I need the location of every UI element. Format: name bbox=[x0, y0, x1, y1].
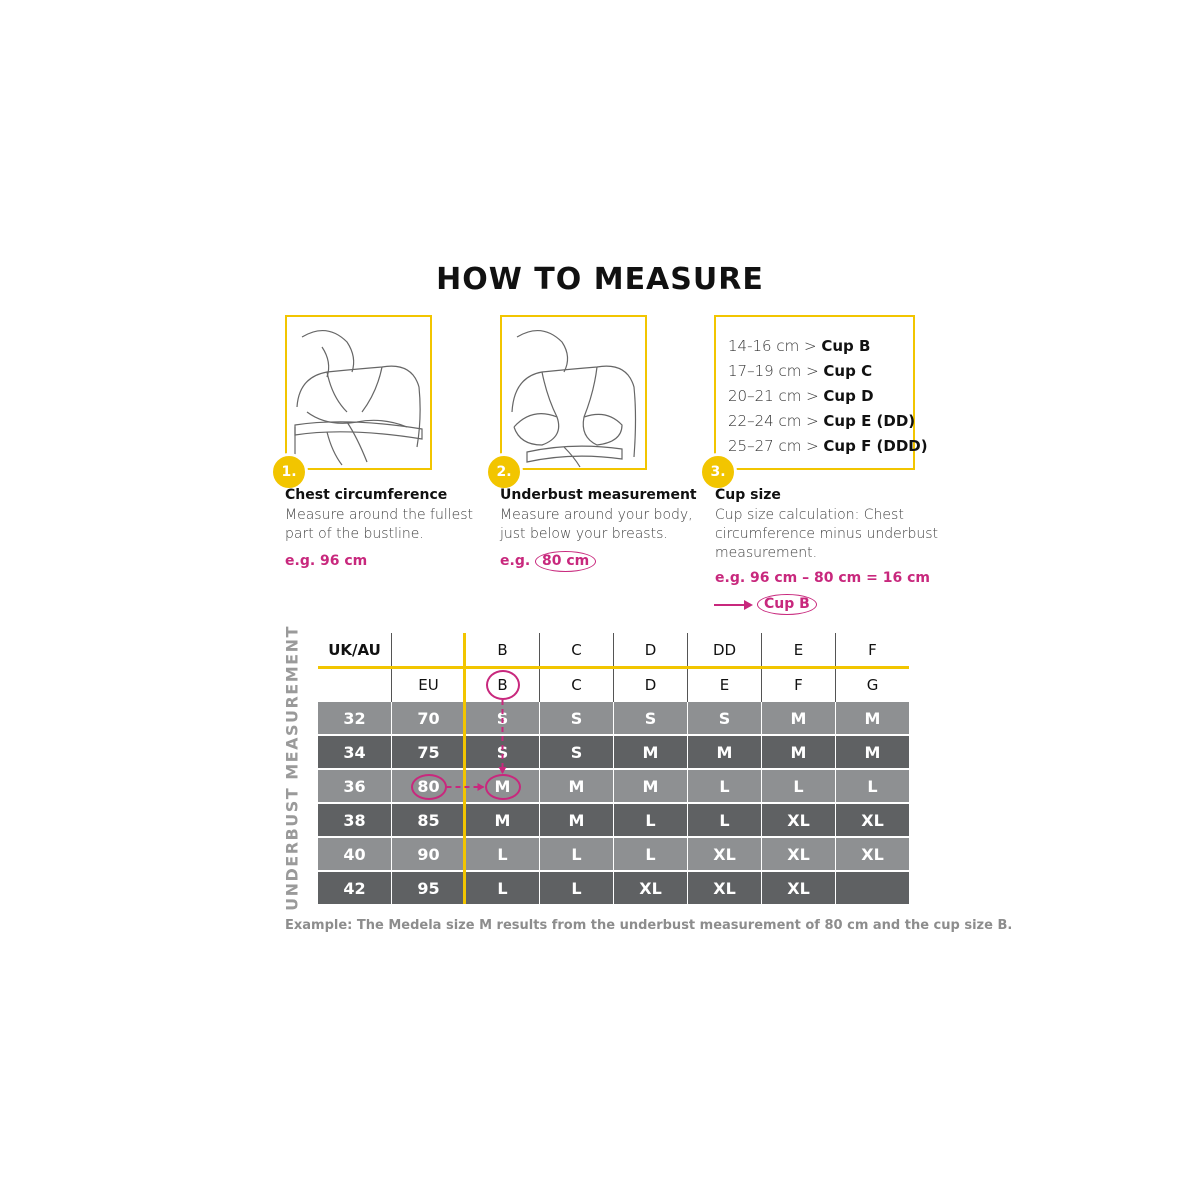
uk-cup-header: D bbox=[644, 641, 657, 659]
body-column-divider bbox=[391, 702, 393, 904]
step-2-desc-line1: Measure around your body, bbox=[500, 507, 693, 523]
size-cell: S bbox=[496, 742, 509, 762]
uk-au-label: UK/AU bbox=[328, 641, 381, 659]
cup-row: 17–19 cm > Cup C bbox=[728, 362, 873, 380]
step-3-desc-line1: Cup size calculation: Chest bbox=[715, 507, 904, 523]
eu-band-size: 80 bbox=[417, 776, 440, 796]
eu-cup-header: F bbox=[794, 676, 803, 694]
eu-band-size: 95 bbox=[417, 878, 440, 898]
step-2-example-prefix: e.g. bbox=[500, 553, 531, 569]
body-column-divider bbox=[835, 702, 837, 904]
uk-band-size: 34 bbox=[343, 742, 366, 762]
size-cell: M bbox=[790, 742, 807, 762]
page-title: HOW TO MEASURE bbox=[436, 262, 764, 297]
header-separator bbox=[318, 666, 909, 669]
size-cell: M bbox=[642, 742, 659, 762]
size-cell: S bbox=[496, 708, 509, 728]
size-cell: L bbox=[719, 810, 730, 830]
eu-cup-header: G bbox=[866, 676, 879, 694]
size-cell: M bbox=[568, 810, 585, 830]
step-3-badge: 3. bbox=[699, 453, 737, 491]
size-cell: M bbox=[568, 776, 585, 796]
step-1-desc-line2: part of the bustline. bbox=[285, 526, 424, 542]
step-1-desc-line1: Measure around the fullest bbox=[285, 507, 474, 523]
size-cell: XL bbox=[861, 844, 884, 864]
size-cell: M bbox=[494, 776, 511, 796]
size-cell: L bbox=[645, 810, 656, 830]
eu-band-size: 70 bbox=[417, 708, 440, 728]
cup-row: 14-16 cm > Cup B bbox=[728, 337, 871, 355]
eu-cup-header: D bbox=[644, 676, 657, 694]
size-cell: L bbox=[497, 878, 508, 898]
uk-cup-header: C bbox=[571, 641, 582, 659]
size-cell: XL bbox=[787, 878, 810, 898]
size-cell: S bbox=[644, 708, 657, 728]
body-column-divider bbox=[613, 702, 615, 904]
uk-band-size: 36 bbox=[343, 776, 366, 796]
size-cell: XL bbox=[787, 844, 810, 864]
uk-band-size: 40 bbox=[343, 844, 366, 864]
body-column-divider bbox=[687, 702, 689, 904]
step-2-example-value: 80 cm bbox=[535, 551, 596, 572]
size-cell: L bbox=[571, 878, 582, 898]
cup-result-pill: Cup B bbox=[757, 594, 817, 615]
step-1-title: Chest circumference bbox=[285, 487, 448, 503]
uk-band-size: 38 bbox=[343, 810, 366, 830]
cup-row: 25–27 cm > Cup F (DDD) bbox=[728, 437, 928, 455]
size-cell: M bbox=[716, 742, 733, 762]
eu-cup-header: B bbox=[497, 676, 508, 694]
size-cell: L bbox=[793, 776, 804, 796]
size-cell: XL bbox=[787, 810, 810, 830]
step-1-badge: 1. bbox=[270, 453, 308, 491]
size-cell: L bbox=[497, 844, 508, 864]
size-cell: S bbox=[570, 708, 583, 728]
footnote: Example: The Medela size M results from the underbust measurement of 80 cm and the cup size B. bbox=[285, 918, 1013, 933]
size-cell: L bbox=[571, 844, 582, 864]
band-separator bbox=[463, 633, 466, 904]
size-cell: XL bbox=[713, 844, 736, 864]
uk-cup-header: E bbox=[793, 641, 804, 659]
step-2-desc-line2: just below your breasts. bbox=[500, 526, 668, 542]
step-2-title: Underbust measurement bbox=[500, 487, 697, 503]
cup-b-highlight bbox=[486, 670, 520, 700]
size-cell: M bbox=[642, 776, 659, 796]
size-cell: S bbox=[570, 742, 583, 762]
eu-label: EU bbox=[418, 676, 439, 694]
eu-band-size: 90 bbox=[417, 844, 440, 864]
uk-band-size: 32 bbox=[343, 708, 366, 728]
size-cell: S bbox=[718, 708, 731, 728]
cup-row: 20–21 cm > Cup D bbox=[728, 387, 874, 405]
size-m-highlight bbox=[485, 774, 521, 800]
uk-cup-header: F bbox=[868, 641, 877, 659]
size-cell bbox=[836, 872, 909, 904]
size-cell: M bbox=[864, 742, 881, 762]
uk-cup-header: DD bbox=[712, 641, 737, 659]
size-cell: L bbox=[719, 776, 730, 796]
uk-band-size: 42 bbox=[343, 878, 366, 898]
step-1-example: e.g. 96 cm bbox=[285, 553, 368, 569]
body-column-divider bbox=[539, 702, 541, 904]
step-3-desc-line2: circumference minus underbust bbox=[715, 526, 939, 542]
eu-cup-header: E bbox=[719, 676, 730, 694]
body-column-divider bbox=[761, 702, 763, 904]
underbust-side-label: UNDERBUST MEASUREMENT bbox=[282, 625, 302, 911]
eu-band-size: 75 bbox=[417, 742, 440, 762]
size-cell: L bbox=[867, 776, 878, 796]
size-cell: XL bbox=[713, 878, 736, 898]
eu-80-highlight bbox=[411, 774, 447, 800]
step-3-example: e.g. 96 cm – 80 cm = 16 cm bbox=[715, 570, 930, 586]
eu-cup-header: C bbox=[571, 676, 582, 694]
size-cell: M bbox=[864, 708, 881, 728]
size-cell: M bbox=[790, 708, 807, 728]
size-cell: XL bbox=[639, 878, 662, 898]
uk-cup-header: B bbox=[497, 641, 508, 659]
size-cell: XL bbox=[861, 810, 884, 830]
step-3-desc-line3: measurement. bbox=[715, 545, 818, 561]
step-2-badge: 2. bbox=[485, 453, 523, 491]
size-cell: L bbox=[645, 844, 656, 864]
size-cell: M bbox=[494, 810, 511, 830]
step-3-title: Cup size bbox=[715, 487, 781, 503]
eu-band-size: 85 bbox=[417, 810, 440, 830]
cup-row: 22–24 cm > Cup E (DD) bbox=[728, 412, 916, 430]
